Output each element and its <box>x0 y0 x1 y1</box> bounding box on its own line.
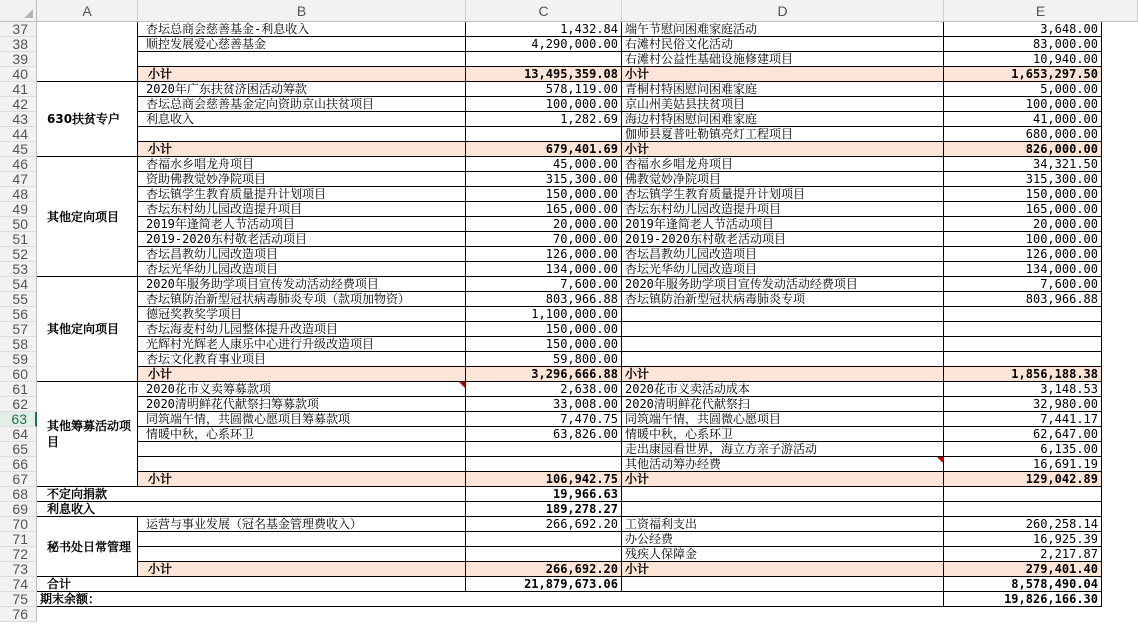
cell-e65[interactable]: 6,135.00 <box>944 442 1102 457</box>
cell-e52[interactable]: 126,000.00 <box>944 247 1102 262</box>
cell-b70[interactable]: 运营与事业发展（冠名基金管理费收入） <box>138 517 466 532</box>
cell-d49[interactable]: 杏坛东村幼儿园改造提升项目 <box>622 202 944 217</box>
cell-b40[interactable]: 小计 <box>138 67 466 82</box>
cell-e39[interactable]: 10,940.00 <box>944 52 1102 67</box>
cell-b51[interactable]: 2019-2020东村敬老活动项目 <box>138 232 466 247</box>
column-header-e[interactable]: E <box>944 0 1138 22</box>
cell-c50[interactable]: 20,000.00 <box>466 217 622 232</box>
row-header-73[interactable]: 73 <box>0 562 37 577</box>
cell-b46[interactable]: 杏福水乡唱龙舟项目 <box>138 157 466 172</box>
cell-b66[interactable] <box>138 457 466 472</box>
column-header-d[interactable]: D <box>622 0 944 22</box>
cell-b41[interactable]: 2020年广东扶贫济困活动筹款 <box>138 82 466 97</box>
cell-d58[interactable] <box>622 337 944 352</box>
row-header-76[interactable]: 76 <box>0 607 37 622</box>
comment-indicator[interactable] <box>459 382 465 388</box>
cell-e47[interactable]: 315,300.00 <box>944 172 1102 187</box>
cell-d46[interactable]: 杏福水乡唱龙舟项目 <box>622 157 944 172</box>
row-header-72[interactable]: 72 <box>0 547 37 562</box>
row-header-45[interactable]: 45 <box>0 142 37 157</box>
cell-b61[interactable]: 2020花市义卖筹募款项 <box>138 382 466 397</box>
cell-c53[interactable]: 134,000.00 <box>466 262 622 277</box>
cell-b44[interactable] <box>138 127 466 142</box>
row-header-37[interactable]: 37 <box>0 22 37 37</box>
cell-d64[interactable]: 情暖中秋，心系环卫 <box>622 427 944 442</box>
cell-d59[interactable] <box>622 352 944 367</box>
cell-e51[interactable]: 100,000.00 <box>944 232 1102 247</box>
cell-b53[interactable]: 杏坛光华幼儿园改造项目 <box>138 262 466 277</box>
cell-c71[interactable] <box>466 532 622 547</box>
cell-b67[interactable]: 小计 <box>138 472 466 487</box>
cell-c39[interactable] <box>466 52 622 67</box>
group-label-other1[interactable]: 其他定向项目 <box>37 157 138 277</box>
row-header-58[interactable]: 58 <box>0 337 37 352</box>
cell-c69[interactable]: 189,278.27 <box>466 502 622 517</box>
row-header-61[interactable]: 61 <box>0 382 37 397</box>
cell-d55[interactable]: 杏坛镇防治新型冠状病毒肺炎专项 <box>622 292 944 307</box>
cell-e59[interactable] <box>944 352 1102 367</box>
cell-d44[interactable]: 伽师县夏普吐勒镇亮灯工程项目 <box>622 127 944 142</box>
cell-c45[interactable]: 679,401.69 <box>466 142 622 157</box>
cell-d67[interactable]: 小计 <box>622 472 944 487</box>
cell-d69[interactable] <box>622 502 944 517</box>
cell-d65[interactable]: 走出康园看世界，海立方亲子游活动 <box>622 442 944 457</box>
cell-b47[interactable]: 资助佛教觉妙净院项目 <box>138 172 466 187</box>
cell-d43[interactable]: 海边村特困慰问困难家庭 <box>622 112 944 127</box>
cell-c51[interactable]: 70,000.00 <box>466 232 622 247</box>
cell-e68[interactable] <box>944 487 1102 502</box>
cell-e53[interactable]: 134,000.00 <box>944 262 1102 277</box>
row-header-43[interactable]: 43 <box>0 112 37 127</box>
cell-e69[interactable] <box>944 502 1102 517</box>
cell-e45[interactable]: 826,000.00 <box>944 142 1102 157</box>
cell-d52[interactable]: 杏坛昌教幼儿园改造项目 <box>622 247 944 262</box>
cell-d66[interactable]: 其他活动筹办经费 <box>622 457 944 472</box>
cell-c56[interactable]: 1,100,000.00 <box>466 307 622 322</box>
cell-b39[interactable] <box>138 52 466 67</box>
cell-e56[interactable] <box>944 307 1102 322</box>
cell-c64[interactable]: 63,826.00 <box>466 427 622 442</box>
cell-b52[interactable]: 杏坛昌教幼儿园改造项目 <box>138 247 466 262</box>
row-header-46[interactable]: 46 <box>0 157 37 172</box>
cell-e64[interactable]: 62,647.00 <box>944 427 1102 442</box>
cell-d48[interactable]: 杏坛镇学生教育质量提升计划项目 <box>622 187 944 202</box>
cell-e66[interactable]: 16,691.19 <box>944 457 1102 472</box>
column-header-b[interactable]: B <box>138 0 466 22</box>
cell-c40[interactable]: 13,495,359.08 <box>466 67 622 82</box>
cell-c74[interactable]: 21,879,673.06 <box>466 577 622 592</box>
cell-c48[interactable]: 150,000.00 <box>466 187 622 202</box>
row-header-64[interactable]: 64 <box>0 427 37 442</box>
cell-c55[interactable]: 803,966.88 <box>466 292 622 307</box>
cell-b71[interactable] <box>138 532 466 547</box>
row-header-51[interactable]: 51 <box>0 232 37 247</box>
cell-c63[interactable]: 7,470.75 <box>466 412 622 427</box>
cell-b55[interactable]: 杏坛镇防治新型冠状病毒肺炎专项（款项加物资） <box>138 292 466 307</box>
row-header-42[interactable]: 42 <box>0 97 37 112</box>
cell-d73[interactable]: 小计 <box>622 562 944 577</box>
cell-e75[interactable]: 19,826,166.30 <box>944 592 1102 607</box>
cell-e67[interactable]: 129,042.89 <box>944 472 1102 487</box>
column-header-c[interactable]: C <box>466 0 622 22</box>
group-label-other2[interactable]: 其他定向项目 <box>37 277 138 382</box>
cell-d56[interactable] <box>622 307 944 322</box>
cell-d74[interactable] <box>622 577 944 592</box>
cell-e40[interactable]: 1,653,297.50 <box>944 67 1102 82</box>
cell-b50[interactable]: 2019年逢简老人节活动项目 <box>138 217 466 232</box>
row-header-55[interactable]: 55 <box>0 292 37 307</box>
cell-d68[interactable] <box>622 487 944 502</box>
row-header-75[interactable]: 75 <box>0 592 37 607</box>
cell-e63[interactable]: 7,441.17 <box>944 412 1102 427</box>
cell-b64[interactable]: 情暖中秋，心系环卫 <box>138 427 466 442</box>
cell-e38[interactable]: 83,000.00 <box>944 37 1102 52</box>
cell-d53[interactable]: 杏坛光华幼儿园改造项目 <box>622 262 944 277</box>
cell-b73[interactable]: 小计 <box>138 562 466 577</box>
cell-d61[interactable]: 2020花市义卖活动成本 <box>622 382 944 397</box>
cell-c72[interactable] <box>466 547 622 562</box>
cell-c61[interactable]: 2,638.00 <box>466 382 622 397</box>
row-header-71[interactable]: 71 <box>0 532 37 547</box>
cell-c57[interactable]: 150,000.00 <box>466 322 622 337</box>
cell-e41[interactable]: 5,000.00 <box>944 82 1102 97</box>
cell-c52[interactable]: 126,000.00 <box>466 247 622 262</box>
cell-d47[interactable]: 佛教觉妙净院项目 <box>622 172 944 187</box>
cell-e50[interactable]: 20,000.00 <box>944 217 1102 232</box>
cell-e60[interactable]: 1,856,188.38 <box>944 367 1102 382</box>
cell-c68[interactable]: 19,966.63 <box>466 487 622 502</box>
row-header-60[interactable]: 60 <box>0 367 37 382</box>
cell-d37[interactable]: 端午节慰问困难家庭活动 <box>622 22 944 37</box>
group-label-fundraise[interactable]: 其他筹募活动项目 <box>37 382 138 487</box>
cell-b63[interactable]: 同筑端午情，共圆微心愿项目筹募款项 <box>138 412 466 427</box>
cell-c66[interactable] <box>466 457 622 472</box>
cell-d63[interactable]: 同筑端午情，共圆微心愿项目 <box>622 412 944 427</box>
row-header-65[interactable]: 65 <box>0 442 37 457</box>
row-header-62[interactable]: 62 <box>0 397 37 412</box>
cell-b56[interactable]: 德冠奖教奖学项目 <box>138 307 466 322</box>
row-header-50[interactable]: 50 <box>0 217 37 232</box>
row-header-49[interactable]: 49 <box>0 202 37 217</box>
cell-c73[interactable]: 266,692.20 <box>466 562 622 577</box>
cell-b72[interactable] <box>138 547 466 562</box>
cell-d41[interactable]: 青桐村特困慰问困难家庭 <box>622 82 944 97</box>
cell-e54[interactable]: 7,600.00 <box>944 277 1102 292</box>
cell-e49[interactable]: 165,000.00 <box>944 202 1102 217</box>
cell-d38[interactable]: 右滩村民俗文化活动 <box>622 37 944 52</box>
row-header-41[interactable]: 41 <box>0 82 37 97</box>
group-label-g630[interactable]: 630扶贫专户 <box>37 82 138 157</box>
cell-e62[interactable]: 32,980.00 <box>944 397 1102 412</box>
cell-c42[interactable]: 100,000.00 <box>466 97 622 112</box>
cell-b54[interactable]: 2020年服务助学项目宣传发动活动经费项目 <box>138 277 466 292</box>
column-header-a[interactable]: A <box>37 0 138 22</box>
row-header-54[interactable]: 54 <box>0 277 37 292</box>
cell-b65[interactable] <box>138 442 466 457</box>
cell-d62[interactable]: 2020清明鲜花代献祭扫 <box>622 397 944 412</box>
cell-c67[interactable]: 106,942.75 <box>466 472 622 487</box>
cell-c38[interactable]: 4,290,000.00 <box>466 37 622 52</box>
row-header-48[interactable]: 48 <box>0 187 37 202</box>
row-header-66[interactable]: 66 <box>0 457 37 472</box>
row-header-40[interactable]: 40 <box>0 67 37 82</box>
cell-d57[interactable] <box>622 322 944 337</box>
cell-c54[interactable]: 7,600.00 <box>466 277 622 292</box>
cell-c70[interactable]: 266,692.20 <box>466 517 622 532</box>
row-header-47[interactable]: 47 <box>0 172 37 187</box>
select-all-corner[interactable] <box>0 0 37 22</box>
cell-c62[interactable]: 33,008.00 <box>466 397 622 412</box>
cell-c59[interactable]: 59,800.00 <box>466 352 622 367</box>
closing-balance-label[interactable]: 期末余额： <box>37 592 944 607</box>
row-header-63[interactable]: 63 <box>0 412 37 427</box>
cell-d40[interactable]: 小计 <box>622 67 944 82</box>
cell-e55[interactable]: 803,966.88 <box>944 292 1102 307</box>
row-label-total[interactable]: 合计 <box>37 577 466 592</box>
cell-d60[interactable]: 小计 <box>622 367 944 382</box>
row-header-69[interactable]: 69 <box>0 502 37 517</box>
cell-b43[interactable]: 利息收入 <box>138 112 466 127</box>
cell-d54[interactable]: 2020年服务助学项目宣传发动活动经费项目 <box>622 277 944 292</box>
cell-c44[interactable] <box>466 127 622 142</box>
cell-b49[interactable]: 杏坛东村幼儿园改造提升项目 <box>138 202 466 217</box>
cell-d50[interactable]: 2019年逢简老人节活动项目 <box>622 217 944 232</box>
cell-e42[interactable]: 100,000.00 <box>944 97 1102 112</box>
cell-e61[interactable]: 3,148.53 <box>944 382 1102 397</box>
row-header-70[interactable]: 70 <box>0 517 37 532</box>
cell-b58[interactable]: 光辉村光辉老人康乐中心进行升级改造项目 <box>138 337 466 352</box>
cell-e71[interactable]: 16,925.39 <box>944 532 1102 547</box>
cell-c58[interactable]: 150,000.00 <box>466 337 622 352</box>
row-header-44[interactable]: 44 <box>0 127 37 142</box>
row-header-39[interactable]: 39 <box>0 52 37 67</box>
cell-e74[interactable]: 8,578,490.04 <box>944 577 1102 592</box>
row-label-undirected[interactable]: 不定向捐款 <box>37 487 466 502</box>
row-header-38[interactable]: 38 <box>0 37 37 52</box>
row-header-67[interactable]: 67 <box>0 472 37 487</box>
cell-e57[interactable] <box>944 322 1102 337</box>
cell-c37[interactable]: 1,432.84 <box>466 22 622 37</box>
cell-b62[interactable]: 2020清明鲜花代献祭扫筹募款项 <box>138 397 466 412</box>
cell-d39[interactable]: 右滩村公益性基础设施修建项目 <box>622 52 944 67</box>
group-cell-blank[interactable] <box>37 22 138 82</box>
group-label-secretariat[interactable]: 秘书处日常管理 <box>37 517 138 577</box>
row-header-74[interactable]: 74 <box>0 577 37 592</box>
cell-d70[interactable]: 工资福利支出 <box>622 517 944 532</box>
cell-b45[interactable]: 小计 <box>138 142 466 157</box>
cell-e70[interactable]: 260,258.14 <box>944 517 1102 532</box>
cell-b60[interactable]: 小计 <box>138 367 466 382</box>
cell-c60[interactable]: 3,296,666.88 <box>466 367 622 382</box>
cell-c49[interactable]: 165,000.00 <box>466 202 622 217</box>
row-header-53[interactable]: 53 <box>0 262 37 277</box>
row-header-68[interactable]: 68 <box>0 487 37 502</box>
cell-d72[interactable]: 残疾人保障金 <box>622 547 944 562</box>
cell-e43[interactable]: 41,000.00 <box>944 112 1102 127</box>
cell-e73[interactable]: 279,401.40 <box>944 562 1102 577</box>
row-header-56[interactable]: 56 <box>0 307 37 322</box>
cell-d42[interactable]: 京山州美姑县扶贫项目 <box>622 97 944 112</box>
row-header-59[interactable]: 59 <box>0 352 37 367</box>
cell-b48[interactable]: 杏坛镇学生教育质量提升计划项目 <box>138 187 466 202</box>
cell-e44[interactable]: 680,000.00 <box>944 127 1102 142</box>
row-label-interest[interactable]: 利息收入 <box>37 502 466 517</box>
cell-c43[interactable]: 1,282.69 <box>466 112 622 127</box>
cell-b42[interactable]: 杏坛总商会慈善基金定向资助京山扶贫项目 <box>138 97 466 112</box>
cell-e58[interactable] <box>944 337 1102 352</box>
row-header-52[interactable]: 52 <box>0 247 37 262</box>
cell-c65[interactable] <box>466 442 622 457</box>
cell-b57[interactable]: 杏坛海麦村幼儿园整体提升改造项目 <box>138 322 466 337</box>
cell-e48[interactable]: 150,000.00 <box>944 187 1102 202</box>
cell-c41[interactable]: 578,119.00 <box>466 82 622 97</box>
cell-e72[interactable]: 2,217.87 <box>944 547 1102 562</box>
cell-e46[interactable]: 34,321.50 <box>944 157 1102 172</box>
cell-c47[interactable]: 315,300.00 <box>466 172 622 187</box>
cell-e37[interactable]: 3,648.00 <box>944 22 1102 37</box>
cell-b38[interactable]: 顺控发展爱心慈善基金 <box>138 37 466 52</box>
cell-c46[interactable]: 45,000.00 <box>466 157 622 172</box>
cell-b37[interactable]: 杏坛总商会慈善基金-利息收入 <box>138 22 466 37</box>
cell-b59[interactable]: 杏坛文化教育事业项目 <box>138 352 466 367</box>
comment-indicator[interactable] <box>937 457 943 463</box>
cell-d71[interactable]: 办公经费 <box>622 532 944 547</box>
cell-d45[interactable]: 小计 <box>622 142 944 157</box>
row-header-57[interactable]: 57 <box>0 322 37 337</box>
cell-d51[interactable]: 2019-2020东村敬老活动项目 <box>622 232 944 247</box>
